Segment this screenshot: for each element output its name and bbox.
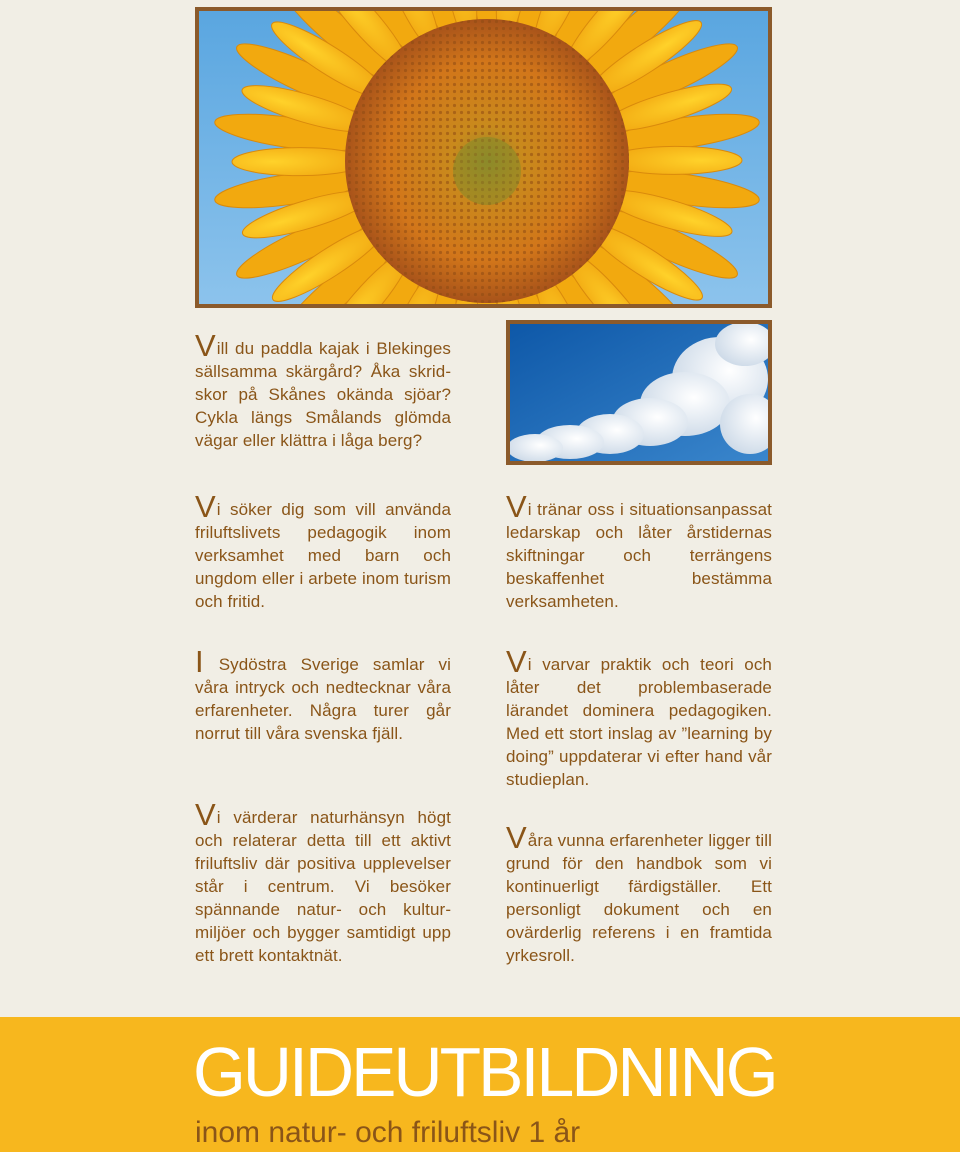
paragraph-text: i söker dig som vill använda friluftslivets pedagogik inom verksamhet med barn och ungdom eller i arbete inom turism och fritid. [195, 500, 451, 611]
paragraph-text: i tränar oss i situationsanpassat ledarskap och låter årstidernas skiftningar och terrängens beskaffenhet bestämma verksamheten. [506, 500, 772, 611]
drop-cap: I [195, 644, 204, 679]
paragraph-text: i värderar naturhänsyn högt och relaterar detta till ett aktivt friluftsliv där positiva upplevelser står i centrum. Vi besöker spännande natur- och kulturmiljöer och bygger samtidigt upp ett brett kontaktnät. [195, 808, 451, 965]
handbook-paragraph [506, 820, 772, 967]
audience-paragraph [195, 489, 451, 613]
values-paragraph [195, 797, 451, 967]
drop-cap: V [506, 820, 527, 855]
sky-cloud-photo [506, 320, 772, 465]
cloud-illustration [510, 324, 768, 461]
drop-cap: V [195, 328, 216, 363]
sunflower-photo [195, 7, 772, 308]
paragraph-text: åra vunna erfarenheter ligger till grund för den handbok som vi kontinuerligt färdigställer. Ett personligt dokument och en ovärderlig referens i en framtida yrkesroll. [506, 831, 772, 965]
leadership-paragraph [506, 489, 772, 613]
drop-cap: V [195, 489, 216, 524]
paragraph-text: ill du paddla kajak i Blekinges sällsamma skärgård? Åka skridskor på Skånes okända sjöar? Cykla längs Smålands glömda vägar eller klättra i låga berg? [195, 339, 451, 450]
region-paragraph [195, 644, 451, 745]
pedagogy-paragraph [506, 644, 772, 791]
intro-paragraph [195, 328, 451, 452]
band-subtitle: inom natur- och friluftsliv 1 år [195, 1116, 581, 1149]
drop-cap: V [195, 797, 216, 832]
band-title: GUIDEUTBILDNING [193, 1033, 776, 1111]
sunflower-illustration [199, 11, 768, 304]
paragraph-text: Sydöstra Sverige samlar vi våra intryck och nedtecknar våra erfarenheter. Några turer går norrut till våra svenska fjäll. [195, 655, 451, 743]
paragraph-text: i varvar praktik och teori och låter det problembaserade lärandet dominera pedagogiken. Med ett stort inslag av ”learning by doing” uppdaterar vi efter hand vår studieplan. [506, 655, 772, 789]
drop-cap: V [506, 644, 527, 679]
drop-cap: V [506, 489, 527, 524]
